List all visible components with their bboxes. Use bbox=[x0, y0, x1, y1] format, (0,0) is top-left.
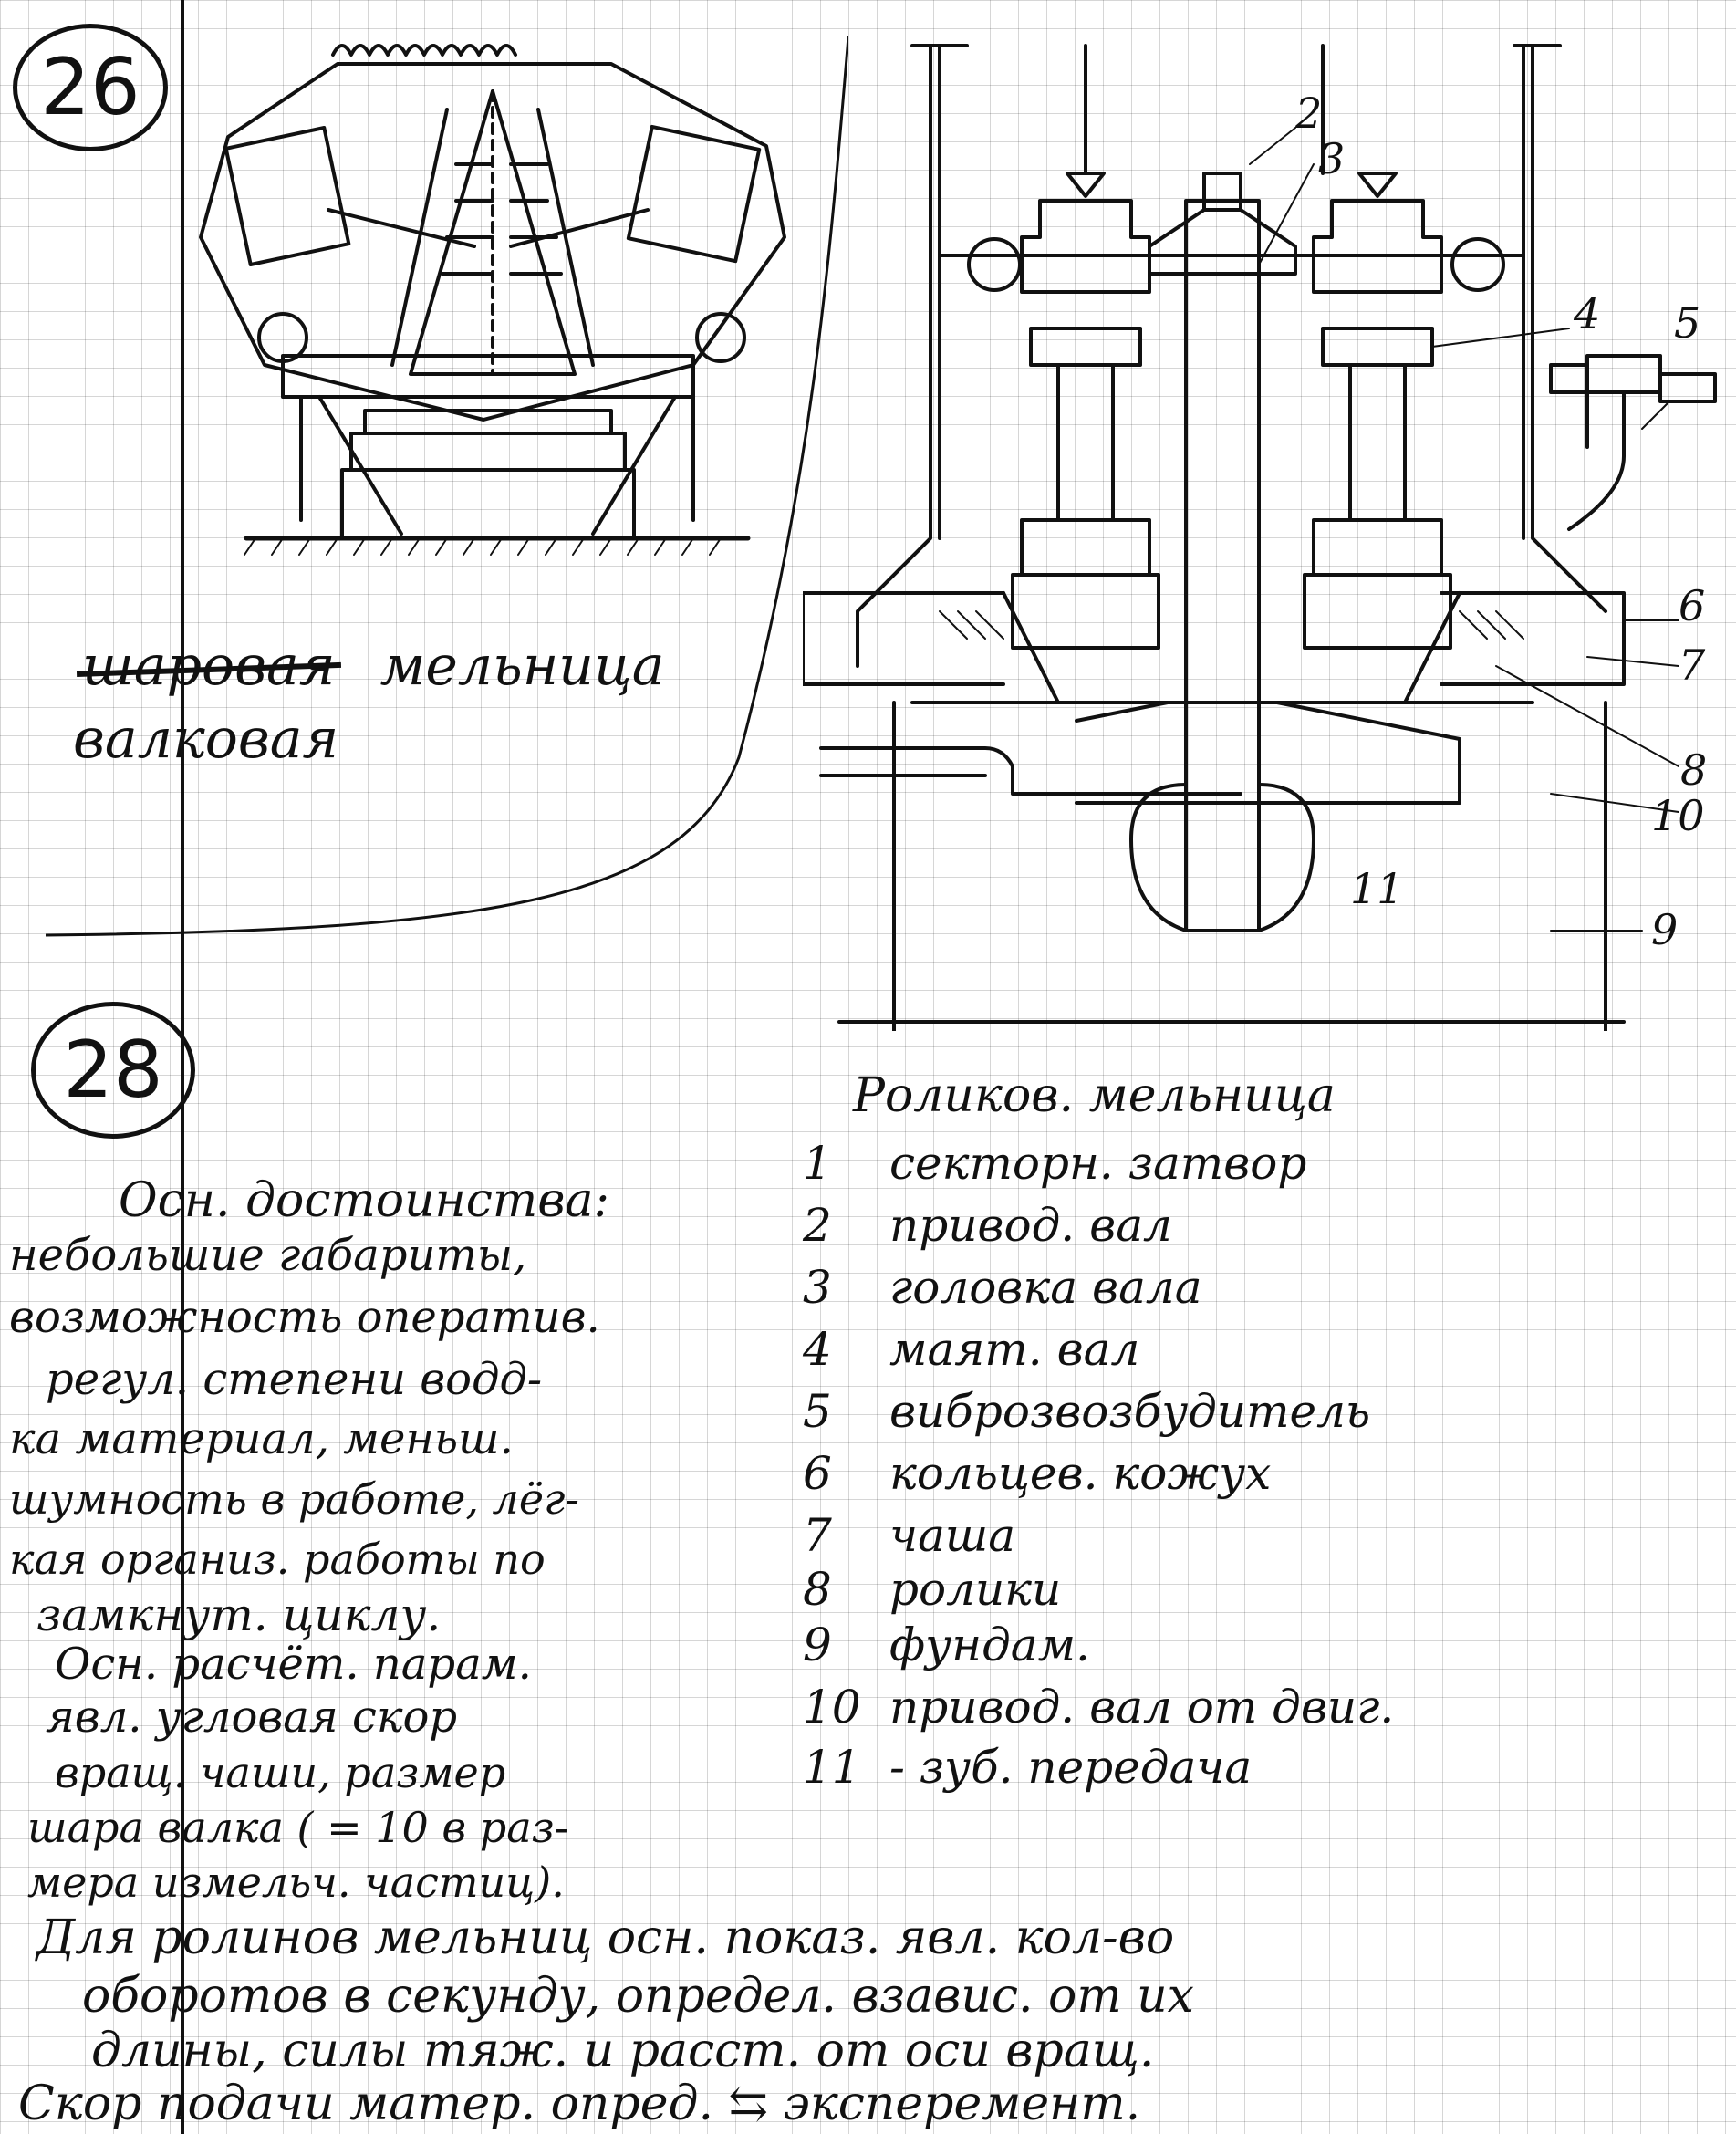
legend-item bbox=[803, 1447, 1272, 1500]
legend-item-text: фундам. bbox=[889, 1619, 1090, 1671]
legend-item-text: головка вала bbox=[889, 1261, 1202, 1314]
note-line: Скор подачи матер. опред. ⇆ эксперемент. bbox=[18, 2077, 1141, 2131]
section-28-number bbox=[31, 1002, 195, 1139]
section-26-number-text: 26 bbox=[40, 42, 140, 133]
callout-11: 11 bbox=[1350, 864, 1404, 913]
note-line: явл. угловая скор bbox=[46, 1692, 458, 1743]
note-line: длины, силы тяж. и расст. от оси вращ. bbox=[91, 2024, 1155, 2078]
legend-item-number: 7 bbox=[803, 1509, 832, 1562]
note-line: небольшие габариты, bbox=[9, 1230, 527, 1281]
legend-item-text: виброзвозбудитель bbox=[889, 1385, 1371, 1438]
legend-item-number: 10 bbox=[803, 1681, 861, 1733]
callout-3: 3 bbox=[1318, 134, 1346, 183]
callout-8: 8 bbox=[1680, 745, 1708, 795]
bowl bbox=[803, 593, 1624, 684]
note-line: кая организ. работы по bbox=[9, 1535, 546, 1584]
legend-item bbox=[803, 1563, 1062, 1616]
legend-item-number: 8 bbox=[803, 1563, 832, 1616]
legend-item-number: 2 bbox=[803, 1199, 832, 1252]
note-line: вращ. чаши, размер bbox=[55, 1748, 506, 1797]
note-line: Осн. расчёт. парам. bbox=[55, 1639, 532, 1690]
vibro-exciter bbox=[1551, 356, 1715, 529]
legend-item bbox=[803, 1137, 1307, 1190]
callout-4: 4 bbox=[1574, 289, 1601, 338]
right-roller-column bbox=[1314, 201, 1441, 292]
legend-item-number: 9 bbox=[803, 1619, 832, 1671]
legend-item bbox=[803, 1323, 1140, 1376]
callout-6: 6 bbox=[1679, 581, 1706, 630]
note-line: Для ролинов мельниц осн. показ. явл. кол-во bbox=[36, 1910, 1175, 1965]
struck-word: шаровая bbox=[82, 634, 336, 698]
legend-title: Роликов. мельница bbox=[853, 1068, 1336, 1123]
legend-item-text: привод. вал от двиг. bbox=[889, 1681, 1395, 1733]
legend-item bbox=[803, 1741, 1253, 1794]
legend-item-text: - зуб. передача bbox=[889, 1741, 1253, 1794]
legend-item-number: 6 bbox=[803, 1447, 832, 1500]
callout-7: 7 bbox=[1679, 640, 1706, 690]
note-line: Осн. достоинства: bbox=[119, 1173, 610, 1228]
legend-item bbox=[803, 1619, 1090, 1671]
callout-2: 2 bbox=[1295, 88, 1323, 138]
legend-item-number: 11 bbox=[803, 1741, 861, 1794]
legend-item-number: 4 bbox=[803, 1323, 832, 1376]
callout-9: 9 bbox=[1651, 905, 1679, 954]
legend-item-text: секторн. затвор bbox=[889, 1137, 1307, 1190]
legend-item-number: 3 bbox=[803, 1261, 832, 1314]
housing bbox=[858, 46, 1606, 666]
left-roller-column bbox=[1022, 201, 1149, 292]
legend-item bbox=[803, 1509, 1016, 1562]
note-line: оборотов в секунду, определ. взавис. от их bbox=[82, 1969, 1194, 2024]
section-28-number-text: 28 bbox=[63, 1025, 163, 1116]
roller-mill-cross-section bbox=[803, 27, 1724, 1031]
callout-10: 10 bbox=[1651, 791, 1705, 840]
section-26-caption-line2: валковая bbox=[73, 707, 339, 771]
legend-item bbox=[803, 1681, 1395, 1733]
legend-item-number: 5 bbox=[803, 1385, 832, 1438]
legend-item-text: чаша bbox=[889, 1509, 1016, 1562]
legend-item-text: маят. вал bbox=[889, 1323, 1140, 1376]
note-line: возможность оператив. bbox=[9, 1292, 600, 1343]
note-line: шумность в работе, лёг- bbox=[9, 1474, 579, 1524]
note-line: регул. степени водд- bbox=[46, 1354, 543, 1405]
note-line: ка материал, меньш. bbox=[9, 1413, 514, 1464]
legend-item-text: кольцев. кожух bbox=[889, 1447, 1272, 1500]
legend-item bbox=[803, 1385, 1371, 1438]
callout-5: 5 bbox=[1674, 298, 1701, 348]
legend-item bbox=[803, 1199, 1172, 1252]
central-shaft bbox=[1186, 201, 1259, 931]
legend-item bbox=[803, 1261, 1202, 1314]
section-separator-curve bbox=[27, 27, 848, 949]
legend-item-text: привод. вал bbox=[889, 1199, 1172, 1252]
caption-word: мельница bbox=[379, 634, 665, 698]
legend-item-number: 1 bbox=[803, 1137, 832, 1190]
note-line: шара валка ( = 10 в раз- bbox=[27, 1803, 569, 1852]
note-line: мера измельч. частиц). bbox=[27, 1858, 565, 1907]
note-line: замкнут. циклу. bbox=[36, 1588, 442, 1641]
legend-item-text: ролики bbox=[889, 1563, 1062, 1616]
